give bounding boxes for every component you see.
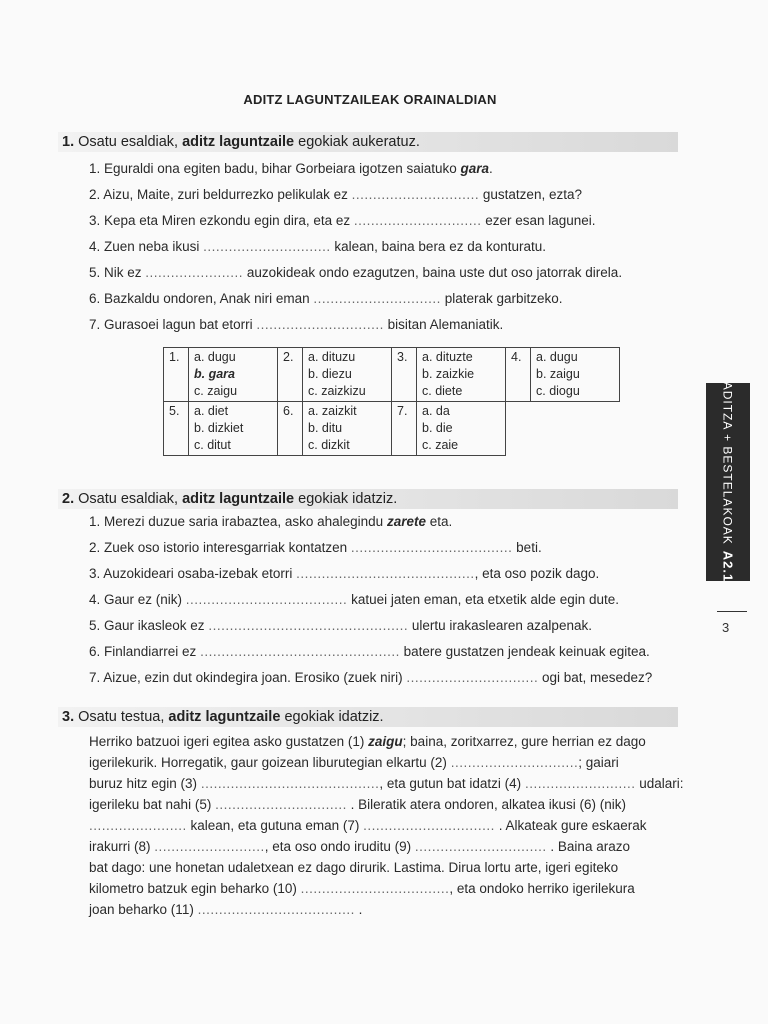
line-text: eta. — [425, 514, 453, 529]
line-text: platerak garbitzeko. — [440, 291, 563, 306]
side-tab-text: ADITZA + BESTELAKOAK — [720, 381, 735, 545]
section-2-post: egokiak idatziz. — [298, 491, 398, 507]
text-line — [89, 899, 679, 920]
exercise-item — [89, 234, 622, 260]
side-tab — [706, 383, 750, 581]
option-choice-b: b. dizkiet — [194, 421, 244, 435]
option-number: 5. — [164, 402, 189, 456]
page-number: 3 — [722, 620, 730, 635]
answer-example: gara — [460, 161, 490, 176]
line-text: 6. Finlandiarrei ez — [89, 644, 201, 659]
line-text: . Bileratik atera ondoren, alkatea ikusi (6) (nik) — [346, 797, 626, 812]
text-line — [89, 878, 679, 899]
line-text: ulertu irakaslearen azalpenak. — [408, 618, 592, 633]
option-choice-a: a. zaizkit — [308, 404, 357, 418]
line-text: 6. Bazkaldu ondoren, Anak niri eman — [89, 291, 314, 306]
option-choice-a: a. dituzte — [422, 350, 473, 364]
option-choice-a: a. dugu — [194, 350, 236, 364]
answer-blank: ..................................... — [197, 902, 355, 917]
exercise-item — [89, 587, 652, 613]
line-text: auzokideak ondo ezagutzen, baina uste dut oso jatorrak direla. — [243, 265, 623, 280]
option-number: 2. — [278, 348, 303, 402]
option-choice-a: a. diet — [194, 404, 229, 418]
answer-blank: .............................. — [351, 187, 480, 202]
line-text: buruz hitz egin (3) — [89, 776, 201, 791]
answer-blank: .............................. — [450, 755, 579, 770]
option-choices — [303, 348, 392, 402]
section-1-number: 1. — [62, 134, 75, 150]
exercise-item — [89, 639, 652, 665]
answer-blank: ............................... — [414, 839, 547, 854]
option-choice-b: b. ditu — [308, 421, 343, 435]
option-choices — [417, 348, 506, 402]
options-table — [163, 347, 620, 456]
exercise-item — [89, 535, 652, 561]
option-choices — [417, 402, 506, 456]
answer-blank: ................................... — [300, 881, 450, 896]
answer-blank: ...................................... — [350, 540, 513, 555]
answer-blank: .............................. — [203, 239, 331, 254]
exercise-item — [89, 286, 622, 312]
option-choice-a: a. dugu — [536, 350, 578, 364]
line-text: 2. Zuek oso istorio interesgarriak kontatzen — [89, 540, 351, 555]
line-text: . Baina arazo — [546, 839, 630, 854]
section-3-bold: aditz laguntzaile — [168, 709, 281, 725]
line-text: 7. Gurasoei lagun bat etorri — [89, 317, 257, 332]
line-text: 3. Kepa eta Miren ezkondu egin dira, eta ez — [89, 213, 354, 228]
line-text: ; gaiari — [578, 755, 619, 770]
line-text: kilometro batzuk egin beharko (10) — [89, 881, 301, 896]
line-text: 4. Gaur ez (nik) — [89, 592, 186, 607]
line-text: , eta ondoko herriko igerilekura — [449, 881, 635, 896]
line-text: . — [354, 902, 363, 917]
answer-blank: .......................... — [154, 839, 265, 854]
exercise-item — [89, 312, 622, 338]
line-text: bat dago: une honetan udaletxean ez dago dirurik. Lastima. Dirua lortu arte, igeri egiteko — [89, 860, 619, 875]
option-choice-b: b. gara — [194, 367, 235, 381]
line-text: kalean, eta gutuna eman (7) — [186, 818, 364, 833]
section-3-number: 3. — [62, 709, 75, 725]
answer-blank: ....................... — [89, 818, 187, 833]
exercise-item — [89, 260, 622, 286]
answer-blank: .............................. — [256, 317, 384, 332]
answer-example: zaigu — [368, 734, 403, 749]
option-number: 4. — [506, 348, 531, 402]
option-choice-c: c. ditut — [194, 438, 231, 452]
line-text: bisitan Alemaniatik. — [383, 317, 504, 332]
answer-blank: ....................... — [145, 265, 244, 280]
line-text: ; baina, zoritxarrez, gure herrian ez dago — [402, 734, 646, 749]
answer-blank: .............................. — [313, 291, 441, 306]
exercise-item — [89, 156, 622, 182]
line-text: , eta oso ondo iruditu (9) — [264, 839, 415, 854]
option-choices — [303, 402, 392, 456]
section-1-pre: Osatu esaldiak, — [78, 134, 179, 150]
option-number: 3. — [392, 348, 417, 402]
section-1-header — [58, 132, 678, 152]
answer-blank: .......................................... — [200, 776, 380, 791]
answer-blank: .......................... — [524, 776, 636, 791]
page-number-rule — [717, 611, 747, 612]
answer-blank: ............................................... — [200, 644, 400, 659]
option-choice-b: b. diezu — [308, 367, 352, 381]
answer-example: zarete — [386, 514, 426, 529]
line-text: gustatzen, ezta? — [479, 187, 582, 202]
option-choice-c: c. diete — [422, 384, 463, 398]
exercise-item — [89, 182, 622, 208]
exercise-item — [89, 208, 622, 234]
line-text: kalean, baina bera ez da konturatu. — [330, 239, 547, 254]
section-3-pre: Osatu testua, — [78, 709, 165, 725]
line-text: ezer esan lagunei. — [481, 213, 596, 228]
option-choice-a: a. dituzu — [308, 350, 356, 364]
section-2-items — [89, 509, 652, 691]
section-1-post: egokiak aukeratuz. — [298, 134, 420, 150]
text-line — [89, 794, 679, 815]
page-title: ADITZ LAGUNTZAILEAK ORAINALDIAN — [243, 92, 497, 107]
option-choice-c: c. diogu — [536, 384, 580, 398]
answer-blank: ............................................... — [208, 618, 409, 633]
exercise-item — [89, 509, 652, 535]
line-text: udalari: — [635, 776, 684, 791]
line-text: ogi bat, mesedez? — [538, 670, 653, 685]
line-text: 7. Aizue, ezin dut okindegira joan. Erosiko (zuek niri) — [89, 670, 407, 685]
option-choices — [531, 348, 620, 402]
line-text: batere gustatzen jendeak keinuak egitea. — [399, 644, 650, 659]
line-text: Herriko batzuoi igeri egitea asko gustatzen (1) — [89, 734, 369, 749]
text-line — [89, 731, 679, 752]
option-number: 1. — [164, 348, 189, 402]
text-line — [89, 857, 679, 878]
section-3-header — [58, 707, 678, 727]
line-text: irakurri (8) — [89, 839, 155, 854]
option-number: 7. — [392, 402, 417, 456]
option-choice-b: b. zaigu — [536, 367, 580, 381]
section-3-post: egokiak idatziz. — [284, 709, 384, 725]
option-choices — [189, 402, 278, 456]
answer-blank: ............................... — [363, 818, 495, 833]
text-line — [89, 815, 679, 836]
line-text: igerileku bat nahi (5) — [89, 797, 216, 812]
option-choice-a: a. da — [422, 404, 450, 418]
section-3-text — [89, 731, 684, 920]
exercise-item — [89, 561, 652, 587]
section-2-number: 2. — [62, 491, 75, 507]
text-line — [89, 773, 684, 794]
line-text: 4. Zuen neba ikusi — [89, 239, 204, 254]
answer-blank: .............................. — [353, 213, 482, 228]
option-choices — [189, 348, 278, 402]
answer-blank: .......................................... — [296, 566, 475, 581]
answer-blank: ............................... — [215, 797, 347, 812]
line-text: . Alkateak gure eskaerak — [494, 818, 647, 833]
text-line — [89, 752, 679, 773]
line-text: joan beharko (11) — [89, 902, 198, 917]
line-text: . — [489, 161, 493, 176]
section-2-bold: aditz laguntzaile — [182, 491, 295, 507]
line-text: 5. Gaur ikasleok ez — [89, 618, 209, 633]
empty-cell — [506, 402, 620, 456]
line-text: 1. Merezi duzue saria irabaztea, asko ahalegindu — [89, 514, 387, 529]
text-line — [89, 836, 679, 857]
line-text: 2. Aizu, Maite, zuri beldurrezko pelikulak ez — [89, 187, 352, 202]
line-text: igerilekurik. Horregatik, gaur goizean liburutegian elkartu (2) — [89, 755, 451, 770]
exercise-item — [89, 665, 652, 691]
line-text: 3. Auzokideari osaba-izebak etorri — [89, 566, 297, 581]
section-1-bold: aditz laguntzaile — [182, 134, 295, 150]
option-choice-c: c. dizkit — [308, 438, 350, 452]
answer-blank: ............................... — [406, 670, 539, 685]
line-text: beti. — [512, 540, 542, 555]
exercise-item — [89, 613, 652, 639]
option-number: 6. — [278, 402, 303, 456]
side-tab-level: A2.1 — [720, 550, 736, 583]
line-text: 1. Eguraldi ona egiten badu, bihar Gorbeiara igotzen saiatuko — [89, 161, 461, 176]
option-choice-b: b. zaizkie — [422, 367, 475, 381]
answer-blank: ...................................... — [185, 592, 348, 607]
option-choice-b: b. die — [422, 421, 453, 435]
line-text: , eta oso pozik dago. — [474, 566, 600, 581]
option-choice-c: c. zaie — [422, 438, 459, 452]
option-choice-c: c. zaigu — [194, 384, 238, 398]
section-2-header — [58, 489, 678, 509]
option-choice-c: c. zaizkizu — [308, 384, 366, 398]
section-2-pre: Osatu esaldiak, — [78, 491, 179, 507]
section-1-items — [89, 156, 622, 338]
line-text: 5. Nik ez — [89, 265, 146, 280]
line-text: , eta gutun bat idatzi (4) — [379, 776, 525, 791]
line-text: katuei jaten eman, eta etxetik alde egin dute. — [347, 592, 619, 607]
